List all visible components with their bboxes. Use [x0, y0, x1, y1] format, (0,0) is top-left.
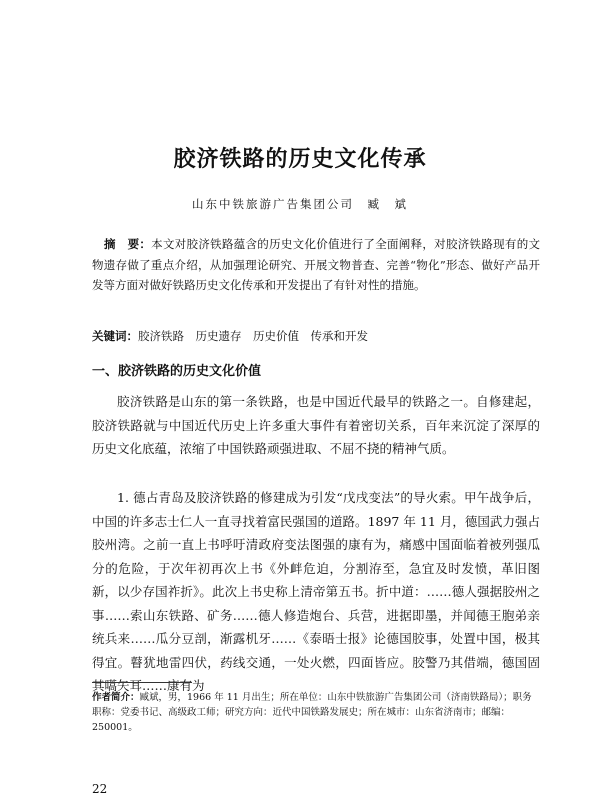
footnote-label: 作者简介：: [92, 692, 140, 703]
abstract-text: 本文对胶济铁路蕴含的历史文化价值进行了全面阐释，对胶济铁路现有的文物遗存做了重点介绍，从加强理论研究、开展文物普查、完善“物化”形态、做好产品开发等方面对做好铁路历史文化传承和开发提出了有针对性的措施。: [92, 237, 541, 292]
author-footnote: [92, 690, 540, 735]
footnote-divider: [92, 682, 192, 683]
author-line: 山东中铁旅游广告集团公司 臧 斌: [192, 197, 408, 211]
keywords-text: 胶济铁路 历史遗存 历史价值 传承和开发: [138, 329, 368, 343]
body-paragraph: 1. 德占青岛及胶济铁路的修建成为引发“戊戌变法”的导火索。甲午战争后，中国的许多志士仁人一直寻找着富民强国的道路。1897 年 11 月，德国武力强占胶州湾。之前一直上书呼吁清政府变法图强的康有为，痛感中国面临着被列强瓜分的危险，于次年初再次上书《外衅危迫，分割洊至，急宜及时发愤，革旧图新，以少存国祚折》。此次上书史称上清帝第五书。折中道：……德人强据胶州之事……索山东铁路、矿务……德人修造炮台、兵营，进据即墨，并闻德王胞弟亲统兵来……瓜分豆剖，渐露机牙……《泰晤士报》论德国胶事，处置中国，极其得宜。瞽犹地雷四伏，药线交通，一处火燃，四面皆应。胶警乃其借端，德国固其嚆矢耳……康有为: [92, 490, 540, 693]
keywords-label: 关键词：: [92, 329, 138, 343]
abstract-label: 摘 要：: [104, 237, 152, 251]
article-title: 胶济铁路的历史文化传承: [173, 146, 427, 172]
footnote-text: 臧斌，男，1966 年 11 月出生；所在单位：山东中铁旅游广告集团公司（济南铁路局）；职务职称：党委书记、高级政工师；研究方向：近代中国铁路发展史；所在城市：山东省济南市；邮编：250001。: [92, 692, 532, 733]
abstract: [92, 234, 540, 296]
keywords: [92, 326, 540, 347]
body-paragraph: 胶济铁路是山东的第一条铁路，也是中国近代最早的铁路之一。自修建起，胶济铁路就与中国近代历史上许多重大事件有着密切关系，百年来沉淀了深厚的历史文化底蕴，浓缩了中国铁路顽强进取、不屈不挠的精神气质。: [92, 394, 540, 456]
page-number: 22: [92, 782, 108, 796]
section-heading: 一、胶济铁路的历史文化价值: [92, 364, 262, 379]
